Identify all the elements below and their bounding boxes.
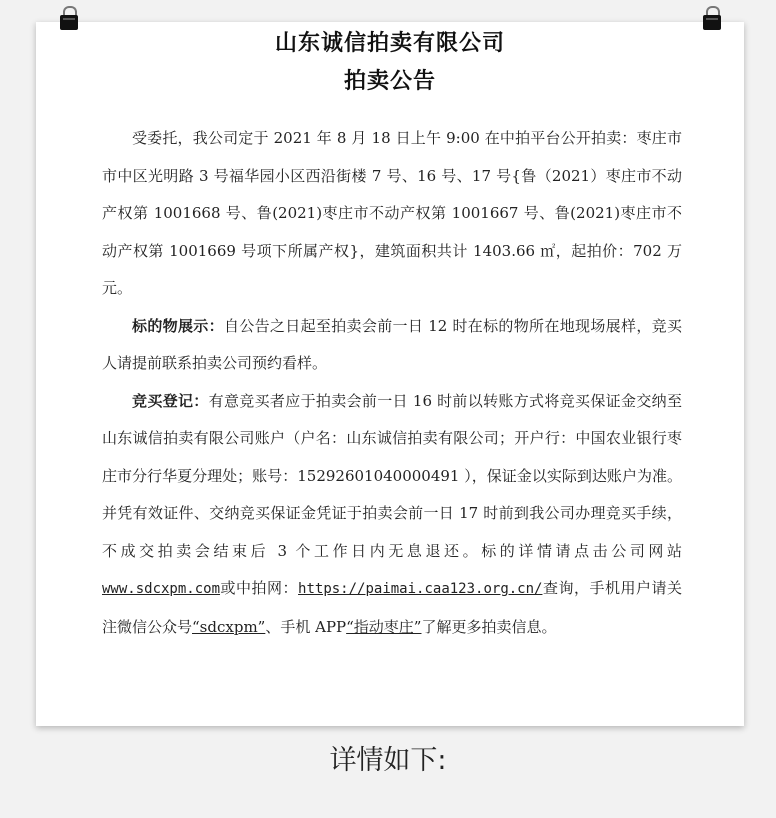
registration-text: 有意竞买者应于拍卖会前一日 16 时前以转账方式将竞买保证金交纳至山东诚信拍卖有限公司账户（户名：山东诚信拍卖有限公司；开户行：中国农业银行枣庄市分行华夏分理处；账号：15292601040000491 ），保证金以实际到达账户为准。并凭有效证件、交纳竞买保证金凭证于拍卖会前一日 17 时前到我公司办理竞买手续，不成交拍卖会结束后 3 个工作日内无息退还。标的详情请点击公司网站 <box>102 391 682 560</box>
document-title: 拍卖公告 <box>343 68 436 94</box>
company-title: 山东诚信拍卖有限公司 <box>274 30 505 56</box>
registration-end: 了解更多拍卖信息。 <box>421 617 557 636</box>
registration-mid: 或中拍网： <box>220 579 299 597</box>
announcement-paper <box>36 22 744 726</box>
registration-paragraph <box>102 383 682 647</box>
announcement-body <box>102 120 682 646</box>
exhibition-paragraph <box>102 308 682 383</box>
company-website-link[interactable]: www.sdcxpm.com <box>102 581 221 597</box>
registration-after-url: 查询，手机用户请关注微信公众号 <box>102 579 682 636</box>
binder-clip-right-icon <box>703 6 721 34</box>
app-name: “指动枣庄” <box>346 617 422 636</box>
exhibition-text: 自公告之日起至拍卖会前一日 12 时在标的物所在地现场展样，竞买人请提前联系拍卖公司预约看样。 <box>102 316 682 372</box>
auction-info-paragraph: 受委托，我公司定于 2021 年 8 月 18 日上午 9:00 在中拍平台公开拍卖：枣庄市市中区光明路 3 号福华园小区西沿街楼 7 号、16 号、17 号{鲁（2021）枣庄市不动产权第 1001668 号、鲁(2021)枣庄市不动产权第 1001667 号、鲁(2021)枣庄市不动产权第 1001669 号项下所属产权}，建筑面积共计 1403.66 ㎡，起拍价：702 万元。 <box>102 129 682 297</box>
binder-clip-left-icon <box>60 6 78 34</box>
details-heading: 详情如下: <box>329 745 447 776</box>
wechat-account: “sdcxpm” <box>192 617 266 636</box>
paimai-link[interactable]: https://paimai.caa123.org.cn/ <box>298 581 543 597</box>
exhibition-label: 标的物展示： <box>132 316 224 335</box>
registration-label: 竞买登记： <box>132 391 209 410</box>
registration-sep: 、手机 APP <box>265 617 347 636</box>
